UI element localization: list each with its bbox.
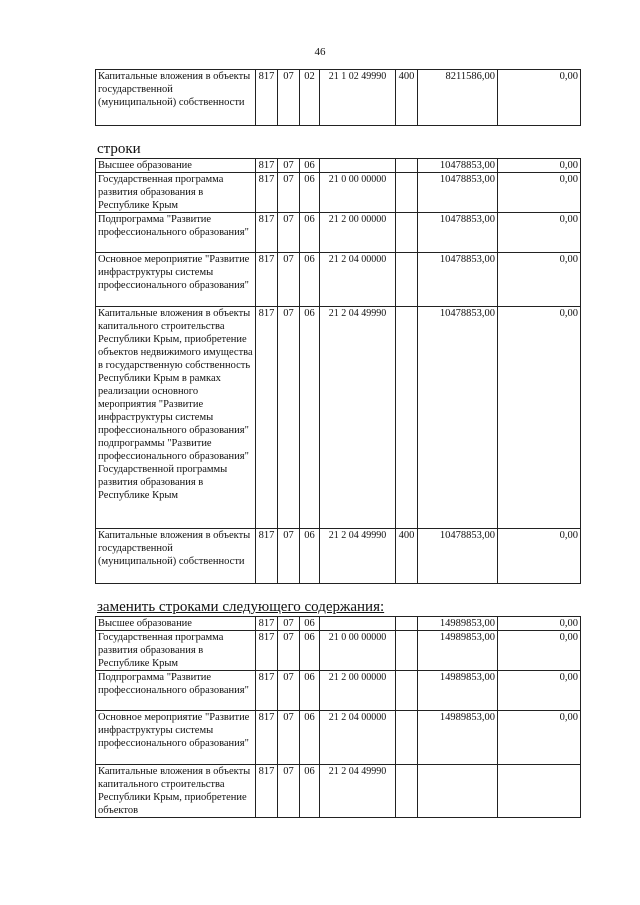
table-row [96,711,581,765]
row-vr-cell [396,711,418,765]
row-amount2-cell: 0,00 [498,671,581,711]
row-csr-cell: 21 2 04 49990 [320,307,396,529]
page-number: 46 [314,46,326,58]
row-amount2-cell: 0,00 [498,711,581,765]
row-csr-cell: 21 2 00 00000 [320,671,396,711]
row-rz-cell: 07 [278,631,300,671]
row-name-cell: Государственная программа развития образования в Республике Крым [96,173,256,213]
row-csr-cell: 21 0 00 00000 [320,631,396,671]
row-name-cell: Капитальные вложения в объекты капитального строительства Республики Крым, приобретение объектов недвижимого имущества в государственную собственность Республики Крым в рамках реализации основного мероприятия "Развитие инфраструктуры системы профессионального образования" подпрограммы "Развитие профессионального образования" Государственной программы развития образования в Республике Крым [96,307,256,529]
row-amount2-cell: 0,00 [498,529,581,584]
row-csr-cell: 21 1 02 49990 [320,70,396,126]
row-vr-cell [396,307,418,529]
row-amount-cell: 10478853,00 [418,213,498,253]
row-amount2-cell: 0,00 [498,70,581,126]
row-pr-cell: 06 [300,159,320,173]
row-csr-cell [320,617,396,631]
row-vr-cell: 400 [396,70,418,126]
row-amount-cell: 10478853,00 [418,159,498,173]
row-rz-cell: 07 [278,711,300,765]
row-vr-cell [396,173,418,213]
row-grbs-cell: 817 [256,617,278,631]
row-amount-cell: 10478853,00 [418,173,498,213]
row-name-cell: Основное мероприятие "Развитие инфраструктуры системы профессионального образования" [96,253,256,307]
row-grbs-cell: 817 [256,70,278,126]
row-grbs-cell: 817 [256,253,278,307]
row-pr-cell: 02 [300,70,320,126]
row-vr-cell [396,631,418,671]
table-row [96,765,581,818]
row-name-cell: Подпрограмма "Развитие профессионального образования" [96,671,256,711]
row-pr-cell: 06 [300,253,320,307]
row-pr-cell: 06 [300,617,320,631]
row-amount-cell: 14989853,00 [418,671,498,711]
row-grbs-cell: 817 [256,711,278,765]
row-vr-cell [396,253,418,307]
table-row [96,631,581,671]
row-grbs-cell: 817 [256,307,278,529]
row-pr-cell: 06 [300,671,320,711]
row-csr-cell: 21 2 04 00000 [320,253,396,307]
row-rz-cell: 07 [278,529,300,584]
replace-label: заменить строками следующего содержания: [97,599,385,615]
table-row [96,529,581,584]
row-amount2-cell: 0,00 [498,213,581,253]
row-grbs-cell: 817 [256,213,278,253]
row-amount2-cell: 0,00 [498,307,581,529]
row-rz-cell: 07 [278,70,300,126]
row-amount2-cell: 0,00 [498,617,581,631]
row-vr-cell [396,617,418,631]
row-amount-cell: 14989853,00 [418,631,498,671]
row-rz-cell: 07 [278,253,300,307]
row-vr-cell [396,213,418,253]
row-rz-cell: 07 [278,173,300,213]
row-grbs-cell: 817 [256,159,278,173]
row-amount2-cell: 0,00 [498,631,581,671]
row-rz-cell: 07 [278,213,300,253]
row-amount2-cell [498,765,581,818]
row-csr-cell: 21 0 00 00000 [320,173,396,213]
table-row [96,307,581,529]
row-csr-cell: 21 2 00 00000 [320,213,396,253]
row-name-cell: Государственная программа развития образования в Республике Крым [96,631,256,671]
table-row [96,173,581,213]
row-amount2-cell: 0,00 [498,173,581,213]
row-rz-cell: 07 [278,671,300,711]
row-rz-cell: 07 [278,159,300,173]
row-csr-cell: 21 2 04 49990 [320,529,396,584]
row-grbs-cell: 817 [256,631,278,671]
row-name-cell: Капитальные вложения в объекты капитального строительства Республики Крым, приобретение объектов [96,765,256,818]
row-amount2-cell: 0,00 [498,159,581,173]
row-pr-cell: 06 [300,765,320,818]
table-row [96,70,581,126]
section-label: строки [97,141,141,157]
row-name-cell: Капитальные вложения в объекты государственной (муниципальной) собственности [96,529,256,584]
table-row [96,253,581,307]
row-amount-cell: 14989853,00 [418,617,498,631]
table-row [96,671,581,711]
row-amount-cell: 10478853,00 [418,307,498,529]
row-name-cell: Высшее образование [96,617,256,631]
row-amount-cell [418,765,498,818]
row-name-cell: Основное мероприятие "Развитие инфраструктуры системы профессионального образования" [96,711,256,765]
row-amount2-cell: 0,00 [498,253,581,307]
row-csr-cell: 21 2 04 00000 [320,711,396,765]
row-csr-cell: 21 2 04 49990 [320,765,396,818]
row-csr-cell [320,159,396,173]
row-pr-cell: 06 [300,173,320,213]
row-pr-cell: 06 [300,711,320,765]
row-rz-cell: 07 [278,765,300,818]
row-name-cell: Высшее образование [96,159,256,173]
row-name-cell: Подпрограмма "Развитие профессионального образования" [96,213,256,253]
row-vr-cell [396,159,418,173]
budget-table-new [95,616,581,818]
budget-table-top [95,69,581,126]
table-row [96,213,581,253]
row-pr-cell: 06 [300,529,320,584]
row-vr-cell: 400 [396,529,418,584]
row-pr-cell: 06 [300,213,320,253]
row-rz-cell: 07 [278,307,300,529]
row-grbs-cell: 817 [256,173,278,213]
table-row [96,159,581,173]
row-grbs-cell: 817 [256,529,278,584]
row-name-cell: Капитальные вложения в объекты государственной (муниципальной) собственности [96,70,256,126]
row-vr-cell [396,671,418,711]
row-amount-cell: 14989853,00 [418,711,498,765]
table-row [96,617,581,631]
row-pr-cell: 06 [300,307,320,529]
row-grbs-cell: 817 [256,671,278,711]
row-amount-cell: 10478853,00 [418,529,498,584]
row-rz-cell: 07 [278,617,300,631]
row-pr-cell: 06 [300,631,320,671]
row-amount-cell: 10478853,00 [418,253,498,307]
row-amount-cell: 8211586,00 [418,70,498,126]
row-vr-cell [396,765,418,818]
budget-table-old [95,158,581,584]
row-grbs-cell: 817 [256,765,278,818]
